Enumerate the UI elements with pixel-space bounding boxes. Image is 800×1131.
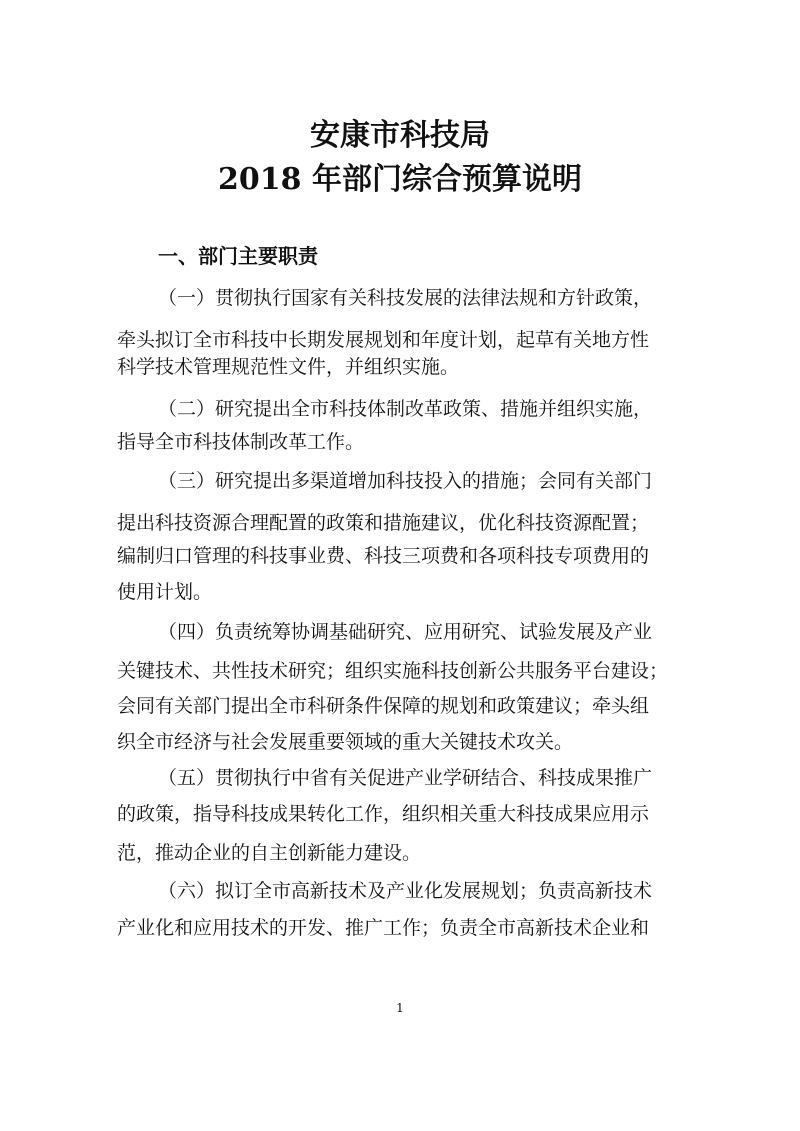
section-heading: 一、部门主要职责: [158, 244, 318, 268]
paragraph-5-line-2: 的政策，指导科技成果转化工作，组织相关重大科技成果应用示: [117, 803, 650, 825]
document-subtitle: 2018 年部门综合预算说明: [218, 162, 582, 197]
paragraph-3-line-2: 提出科技资源合理配置的政策和措施建议，优化科技资源配置；: [117, 512, 650, 534]
paragraph-3-line-3: 编制归口管理的科技事业费、科技三项费和各项科技专项费用的: [117, 545, 650, 567]
paragraph-4-line-2: 关键技术、共性技术研究；组织实施科技创新公共服务平台建设；: [117, 660, 669, 682]
paragraph-6-line-2: 产业化和应用技术的开发、推广工作；负责全市高新技术企业和: [117, 917, 650, 939]
paragraph-1-line-2: 牵头拟订全市科技中长期发展规划和年度计划，起草有关地方性: [117, 329, 650, 351]
paragraph-4-line-1: （四）负责统筹协调基础研究、应用研究、试验发展及产业: [158, 621, 653, 643]
paragraph-2-line-1: （二）研究提出全市科技体制改革政策、措施并组织实施，: [158, 398, 653, 420]
paragraph-5-line-1: （五）贯彻执行中省有关促进产业学研结合、科技成果推广: [158, 767, 653, 789]
page-number: 1: [396, 1001, 404, 1015]
paragraph-1-line-1: （一）贯彻执行国家有关科技发展的法律法规和方针政策，: [158, 287, 653, 309]
paragraph-2-line-2: 指导全市科技体制改革工作。: [117, 431, 365, 453]
paragraph-3-line-1: （三）研究提出多渠道增加科技投入的措施；会同有关部门: [158, 470, 653, 492]
paragraph-4-line-3: 会同有关部门提出全市科研条件保障的规划和政策建议；牵头组: [117, 695, 650, 717]
paragraph-4-line-4: 织全市经济与社会发展重要领域的重大关键技术攻关。: [117, 731, 574, 753]
paragraph-6-line-1: （六）拟订全市高新技术及产业化发展规划；负责高新技术: [158, 880, 653, 902]
paragraph-1-line-3: 科学技术管理规范性文件，并组织实施。: [117, 356, 460, 378]
paragraph-3-line-4: 使用计划。: [117, 581, 213, 603]
paragraph-5-line-3: 范，推动企业的自主创新能力建设。: [117, 842, 422, 864]
document-title: 安康市科技局: [310, 118, 490, 153]
